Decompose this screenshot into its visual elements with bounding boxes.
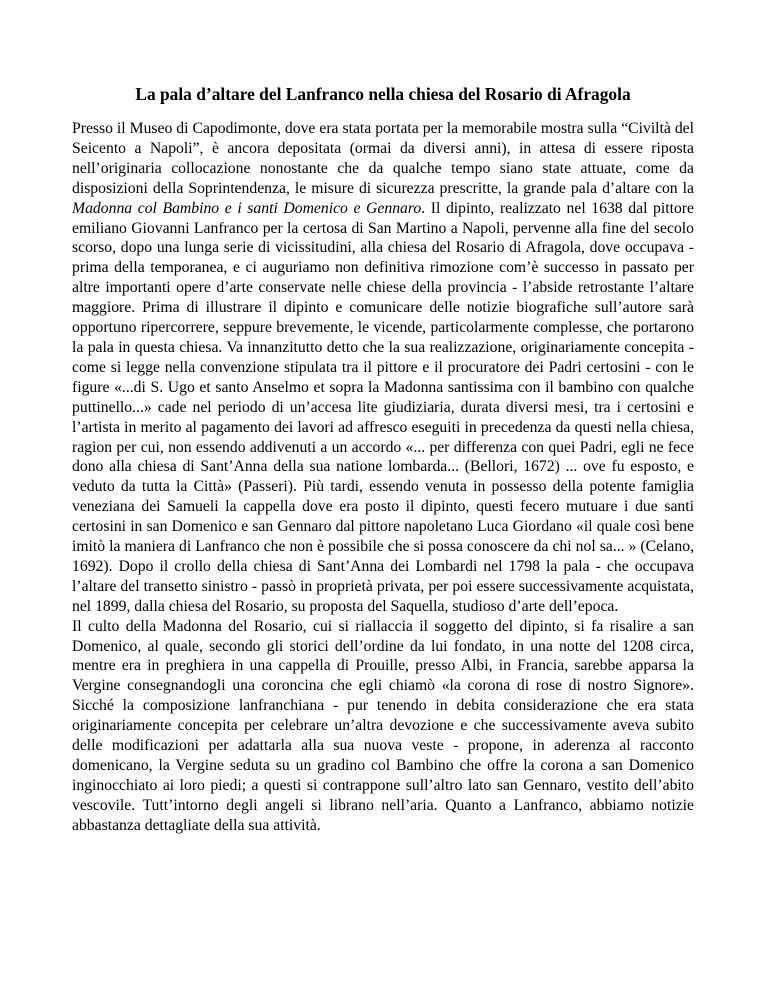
paragraph-1-text-a: Presso il Museo di Capodimonte, dove era stata portata per la memorabile mostra sulla “Civiltà del Seicento a Napoli”, è ancora depositata (ormai da diversi anni), in attesa di essere riposta nell’originaria collocazione nonostante che da qualche tempo siano state attuate, come da disposizioni della Soprintendenza, le misure di sicurezza prescritte, la grande pala d’altare con la (72, 120, 694, 197)
paragraph-1 (72, 119, 694, 617)
paragraph-2: Il culto della Madonna del Rosario, cui si riallaccia il soggetto del dipinto, si fa risalire a san Domenico, al quale, secondo gli storici dell’ordine da lui fondato, in una notte del 1208 circa, mentre era in preghiera in una cappella di Prouille, presso Albi, in Francia, sarebbe apparsa la Vergine consegnandogli una coroncina che egli chiamò «la corona di rose di nostro Signore». Sicché la composizione lanfranchiana - pur tenendo in debita considerazione che era stata originariamente concepita per celebrare un’altra devozione e che successivamente aveva subito delle modificazioni per adattarla alla sua nuova veste - propone, in aderenza al racconto domenicano, la Vergine seduta su un gradino col Bambino che offre la corona a san Domenico inginocchiato ai loro piedi; a questi si contrappone sull’altro lato san Gennaro, vestito dell’abito vescovile. Tutt’intorno degli angeli si librano nell’aria. Quanto a Lanfranco, abbiamo notizie abbastanza dettagliate della sua attività. (72, 617, 694, 834)
document-title: La pala d’altare del Lanfranco nella chiesa del Rosario di Afragola (135, 84, 631, 104)
paragraph-1-text-b: . Il dipinto, realizzato nel 1638 dal pittore emiliano Giovanni Lanfranco per la certosa di San Martino a Napoli, pervenne alla fine del secolo scorso, dopo una lunga serie di vicissitudini, alla chiesa del Rosario di Afragola, dove occupava - prima della temporanea, e ci auguriamo non definitiva rimozione com’è successo in passato per altre importanti opere d’arte conservate nelle chiese della provincia - l’abside retrostante l’altare maggiore. Prima di illustrare il dipinto e comunicare delle notizie biografiche sull’autore sarà opportuno ripercorrere, seppure brevemente, le vicende, particolarmente complesse, che portarono la pala in questa chiesa. Va innanzitutto detto che la sua realizzazione, originariamente concepita - come si legge nella convenzione stipulata tra il pittore e il procuratore dei Padri certosini - con le figure «...di S. Ugo et santo Anselmo et sopra la Madonna santissima con il bambino con qualche puttinello...» cade nel periodo di un’accesa lite giudiziaria, durata diversi mesi, tra i certosini e l’artista in merito al pagamento dei lavori ad affresco eseguiti in precedenza da questi nella chiesa, ragion per cui, non essendo addivenuti a un accordo «... per differenza con quei Padri, egli ne fece dono alla chiesa di Sant’Anna della sua natione lombarda... (Bellori, 1672) ... ove fu esposto, e veduto da tutta la Città» (Passeri). Più tardi, essendo venuta in possesso della potente famiglia veneziana dei Samueli la cappella dove era posto il dipinto, questi fecero mutuare i due santi certosini in san Domenico e san Gennaro dal pittore napoletano Luca Giordano «il quale così bene imitò la maniera di Lanfranco che non è possibile che si possa conoscere da chi nol sa... » (Celano, 1692). Dopo il crollo della chiesa di Sant’Anna dei Lombardi nel 1798 la pala - che occupava l’altare del transetto sinistro - passò in proprietà privata, per poi essere successivamente acquistata, nel 1899, dalla chiesa del Rosario, su proposta del Saquella, studioso d’arte dell’epoca. (72, 199, 694, 615)
artwork-title: Madonna col Bambino e i santi Domenico e Gennaro (72, 199, 422, 217)
document-body (72, 82, 694, 836)
